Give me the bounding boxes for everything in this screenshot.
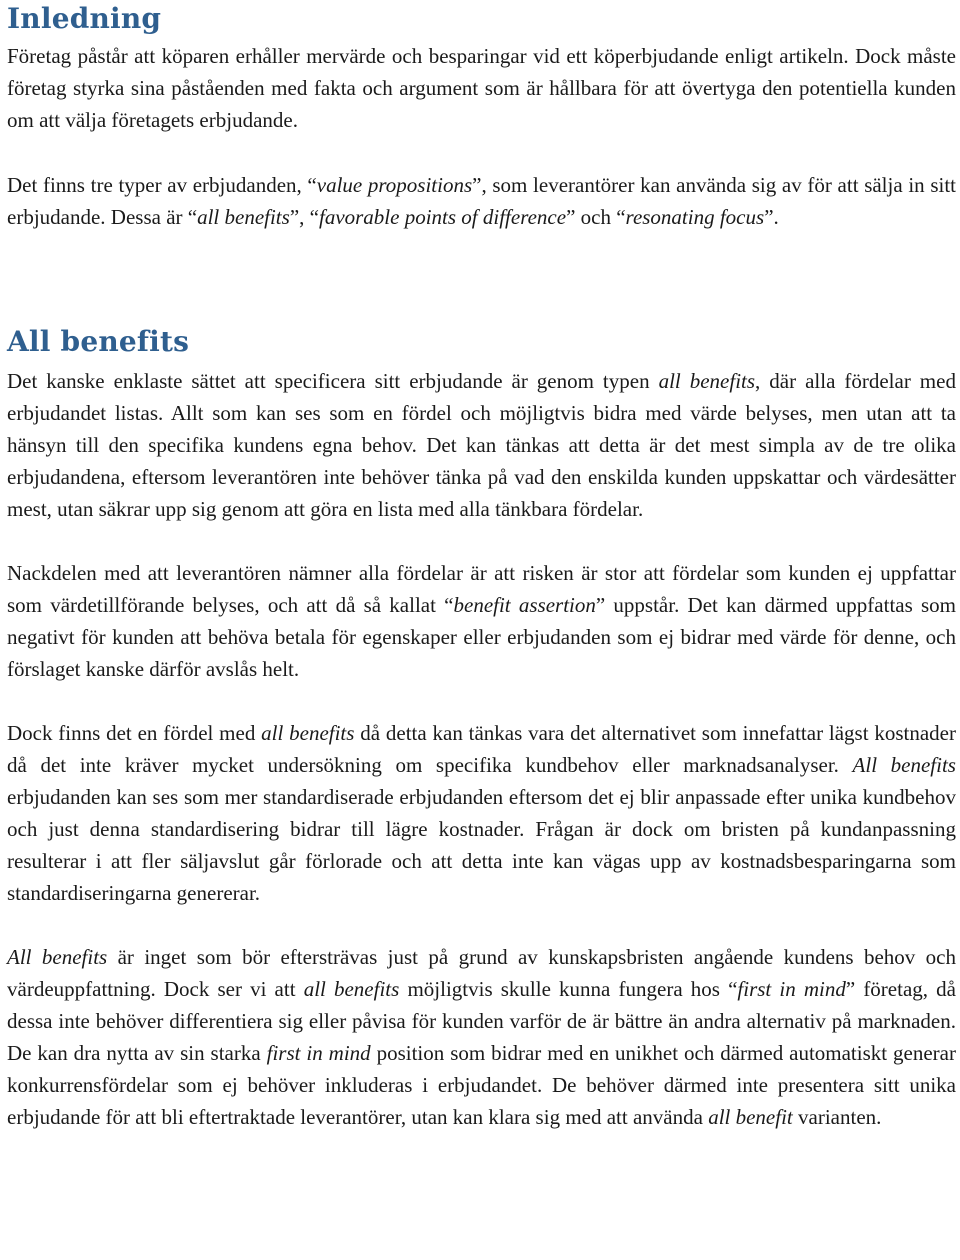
term-value-propositions: value propositions xyxy=(316,173,473,197)
text-segment: Företag påstår att köparen erhåller mervärde och besparingar vid ett köperbjudande enligt artikeln. Dock måste företag styrka sina påståenden med fakta och argument som är hållbara för att övertyga den potentiella kunden om att välja företagets erbjudande. xyxy=(7,44,956,132)
term-all-benefits: all benefits xyxy=(658,369,756,393)
text-segment: möjligtvis skulle kunna fungera hos “ xyxy=(399,977,738,1001)
term-favorable-points: favorable points of difference xyxy=(318,205,567,229)
paragraph-all-benefits-1 xyxy=(7,365,956,525)
text-segment: Dock finns det en fördel med xyxy=(7,721,262,745)
text-segment: varianten. xyxy=(792,1105,882,1129)
term-all-benefits: All benefits xyxy=(852,753,956,777)
text-segment: ”, “ xyxy=(289,205,319,229)
heading-inledning: Inledning xyxy=(7,2,162,35)
text-segment: Det finns tre typer av erbjudanden, “ xyxy=(7,173,317,197)
paragraph-intro-1 xyxy=(7,40,956,136)
text-segment: ” och “ xyxy=(566,205,626,229)
text-segment: ”. xyxy=(764,205,779,229)
text-segment: position som bidrar med en unikhet och därmed automatiskt generar konkurrensfördelar som ej behöver inkluderas i erbjudandet. De behöver därmed inte presentera sitt unika erbjudande för att bli eftertraktade leverantörer, utan kan klara sig med att använda xyxy=(7,1041,956,1129)
text-segment: är inget som bör eftersträvas just på grund av kunskapsbristen angående kundens behov och värdeuppfattning. Dock ser vi att xyxy=(7,945,956,1001)
term-all-benefits: all benefits xyxy=(303,977,400,1001)
text-segment: erbjudanden kan ses som mer standardiserade erbjudanden eftersom det ej blir anpassade efter unika kundbehov och just denna standardisering bidrar till lägre kostnader. Frågan är dock om bristen på kundanpassning resulterar i att fler säljavslut går förlorade och att detta inte kan vägas upp av kostnadsbesparingarna som standardiseringarna genererar. xyxy=(7,785,956,905)
paragraph-intro-2 xyxy=(7,169,956,233)
term-all-benefits: all benefits xyxy=(261,721,355,745)
term-first-in-mind: first in mind xyxy=(737,977,846,1001)
paragraph-all-benefits-4 xyxy=(7,941,956,1133)
text-segment: ”, som leverantörer kan använda sig av för att sälja in sitt erbjudande. Dessa är “ xyxy=(7,173,957,229)
term-benefit-assertion: benefit assertion xyxy=(453,593,596,617)
paragraph-all-benefits-2 xyxy=(7,557,956,685)
term-all-benefits: all benefits xyxy=(197,205,290,229)
text-segment: , där alla fördelar med erbjudandet listas. Allt som kan ses som en fördel och möjligtvis bidra med värde belyses, men utan att ta hänsyn till den specifika kundens egna behov. Det kan tänkas att detta är det mest simpla av de tre olika erbjudandena, eftersom leverantören inte behöver tänka på vad den enskilda kunden uppskattar och värdesätter mest, utan säkrar upp sig genom att göra en lista med alla tänkbara fördelar. xyxy=(7,369,956,521)
term-all-benefit: all benefit xyxy=(708,1105,793,1129)
term-all-benefits: All benefits xyxy=(7,945,108,969)
text-segment: då detta kan tänkas vara det alternativet som innefattar lägst kostnader då det inte kräver mycket undersökning om specifika kundbehov eller marknadsanalyser. xyxy=(7,721,956,777)
text-segment: ” uppstår. Det kan därmed uppfattas som negativt för kunden att behöva betala för egenskaper eller erbjudanden som ej bidrar med värde för denne, och förslaget kanske därför avslås helt. xyxy=(7,593,956,681)
document-page xyxy=(7,0,956,1133)
text-segment: Nackdelen med att leverantören nämner alla fördelar är att risken är stor att fördelar som kunden ej uppfattar som värdetillförande belyses, och att då så kallat “ xyxy=(7,561,956,617)
paragraph-all-benefits-3 xyxy=(7,717,956,909)
term-first-in-mind: first in mind xyxy=(266,1041,371,1065)
text-segment: Det kanske enklaste sättet att specificera sitt erbjudande är genom typen xyxy=(7,369,659,393)
heading-all-benefits: All benefits xyxy=(7,325,190,358)
text-segment: ” företag, då dessa inte behöver differentiera sig eller påvisa för kunden varför de är bättre än andra alternativ på marknaden. De kan dra nytta av sin starka xyxy=(7,977,956,1065)
term-resonating-focus: resonating focus xyxy=(625,205,765,229)
